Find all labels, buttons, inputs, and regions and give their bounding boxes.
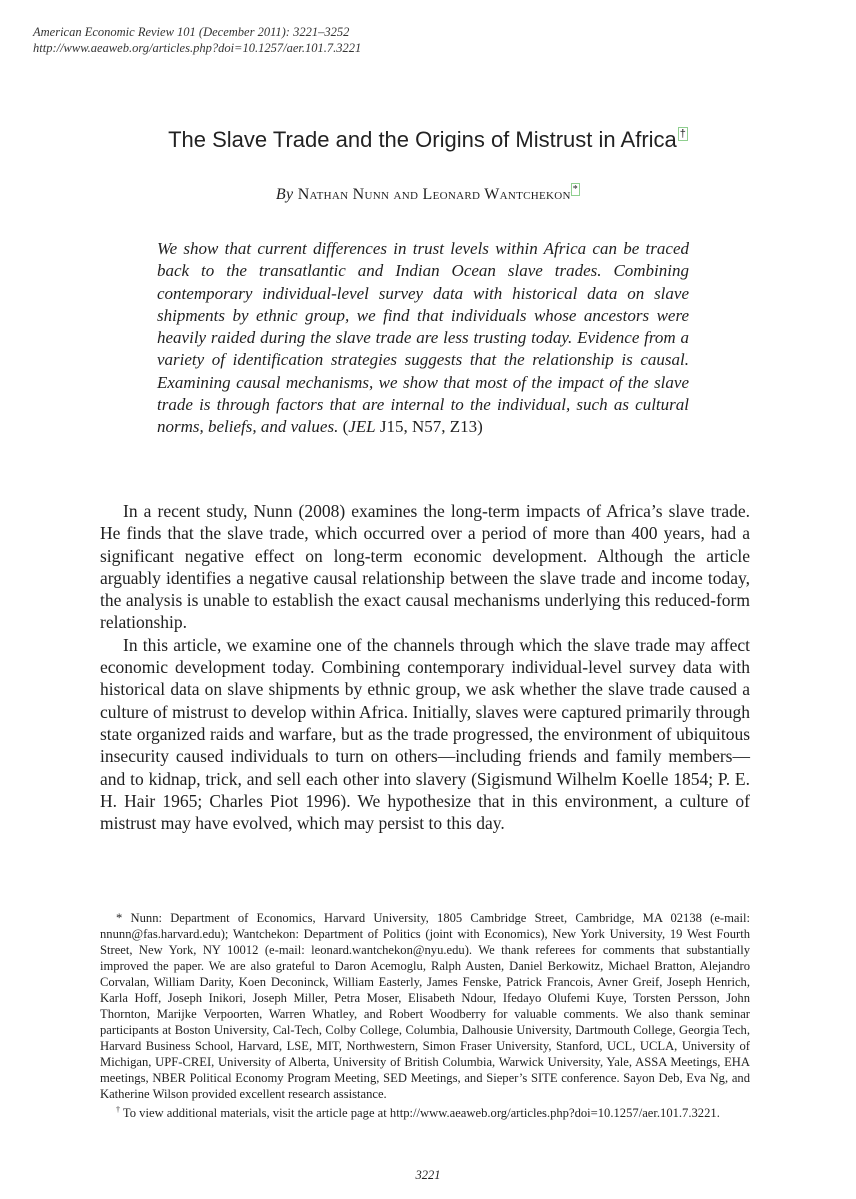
- title-footnote-text: To view additional materials, visit the article page at http://www.aeaweb.org/articles.php?doi=10.1257/aer.101.7.3221.: [122, 1106, 720, 1121]
- author-footnote-link[interactable]: *: [572, 184, 579, 195]
- body-paragraph-1: In a recent study, Nunn (2008) examines the long-term impacts of Africa’s slave trade. He finds that the slave trade, which occurred over a period of more than 400 years, had a significant negative effect on long-term economic development. Although the article arguably identifies a negative causal relationship between the slave trade and income today, the analysis is unable to establish the exact causal mechanisms underlying this reduced-form relationship.: [100, 501, 750, 633]
- journal-citation: American Economic Review 101 (December 2011): 3221–3252: [33, 25, 350, 39]
- title-footnote-link[interactable]: †: [679, 128, 686, 140]
- journal-header: [33, 24, 361, 56]
- article-url[interactable]: http://www.aeaweb.org/articles.php?doi=10.1257/aer.101.7.3221: [33, 41, 362, 55]
- author-byline: [0, 184, 856, 204]
- jel-code-list: J15, N57, Z13: [379, 417, 478, 437]
- dagger-mark: †: [116, 1105, 120, 1114]
- article-title-text: The Slave Trade and the Origins of Mistrust in Africa: [168, 127, 677, 152]
- jel-label: JEL: [348, 417, 376, 437]
- body-paragraph-2: In this article, we examine one of the channels through which the slave trade may affect economic development today. Combining contemporary individual-level survey data with historical data on slave shipments by ethnic group, we ask whether the slave trade caused a culture of mistrust to develop within Africa. Initially, slaves were captured primarily through state organized raids and warfare, but as the trade progressed, the environment of ubiquitous insecurity caused individuals to turn on others—including friends and family members—and to kidnap, trick, and sell each other into slavery (Sigismund Wilhelm Koelle 1854; P. E. H. Hair 1965; Charles Piot 1996). We hypothesize that in this environment, a culture of mistrust may have evolved, which may persist to this day.: [100, 634, 750, 834]
- footnotes: [100, 910, 750, 1121]
- byline-by: By: [275, 186, 294, 203]
- abstract-text: We show that current differences in trust levels within Africa can be traced back to the transatlantic and Indian Ocean slave trades. Combining contemporary individual-level survey data with historical data on slave shipments by ethnic group, we find that individuals whose ancestors were heavily raided during the slave trade are less trusting today. Evidence from a variety of identification strategies suggests that the relationship is causal. Examining causal mechanisms, we show that most of the impact of the slave trade is through factors that are internal to the individual, such as cultural norms, beliefs, and values.: [157, 239, 689, 437]
- jel-codes: (JEL J15, N57, Z13): [342, 417, 483, 437]
- page-number: 3221: [415, 1168, 441, 1182]
- byline-authors: Nathan Nunn and Leonard Wantchekon: [297, 186, 571, 203]
- author-footnote: * Nunn: Department of Economics, Harvard University, 1805 Cambridge Street, Cambridge, MA 02138 (e-mail: nnunn@fas.harvard.edu); Wantchekon: Department of Politics (joint with Economics), New York University, 19 West Fourth Street, New York, NY 10012 (e-mail: leonard.wantchekon@nyu.edu). We thank referees for comments that substantially improved the paper. We are also grateful to Daron Acemoglu, Ralph Austen, Daniel Berkowitz, Michael Bratton, Alejandro Corvalan, William Darity, Koen Deconinck, William Easterly, James Fenske, Patrick Francois, Avner Greif, Joseph Henrich, Karla Hoff, Joseph Inikori, Joseph Miller, Petra Moser, Elisabeth Ndour, Ifedayo Olufemi Kuye, Torsten Persson, John Thornton, Marijke Verpoorten, Warren Whatley, and Robert Woodberry for valuable comments. We also thank seminar participants at Boston University, Cal-Tech, Colby College, Columbia, Dalhousie University, Dartmouth College, Georgia Tech, Harvard Business School, Harvard, LSE, MIT, Northwestern, Simon Fraser University, Stanford, UCL, UCLA, University of Michigan, UPF-CREI, University of Alberta, University of British Columbia, Warwick University, Yale, ASSA Meetings, EHA meetings, NBER Political Economy Program Meeting, SED Meetings, and Sieper’s SITE conference. Sayon Deb, Eva Ng, and Katherine Wilson provided excellent research assistance.: [100, 911, 750, 1101]
- article-title: [0, 127, 856, 153]
- body-text: [100, 500, 750, 834]
- abstract: [157, 238, 689, 439]
- title-footnote: [100, 1102, 750, 1121]
